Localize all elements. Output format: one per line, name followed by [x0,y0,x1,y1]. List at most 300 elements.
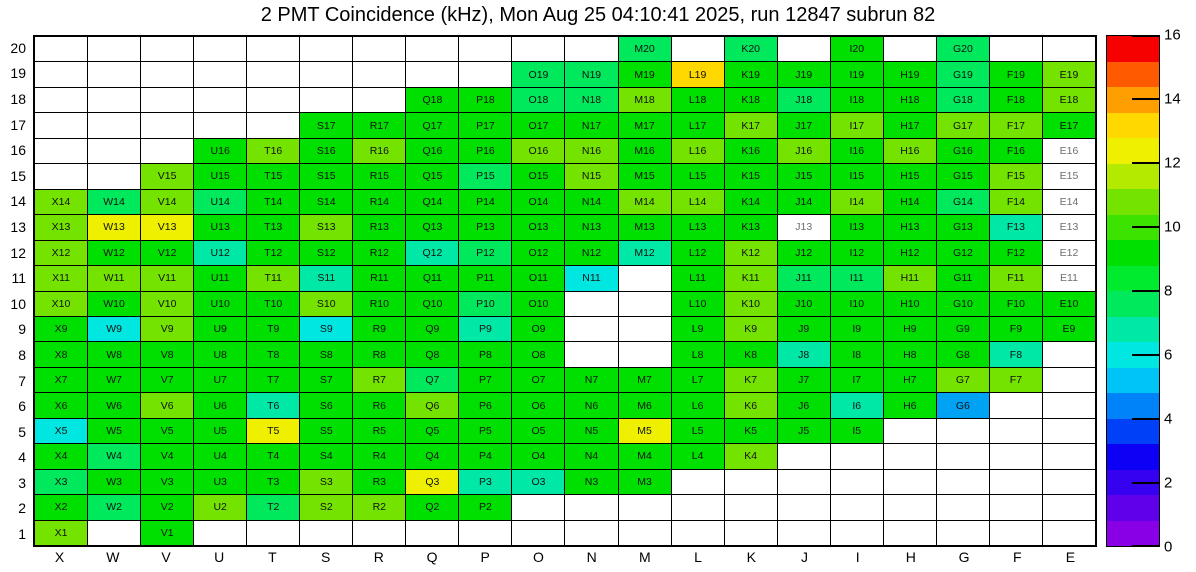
grid-cell: V3 [141,470,193,494]
grid-cell: X5 [35,419,87,443]
grid-cell: V1 [141,521,193,545]
colorbar-band [1107,215,1159,241]
grid-cell: N14 [565,190,617,214]
grid-cell: H10 [884,292,936,316]
grid-cell-empty [247,88,299,112]
grid-cell: H11 [884,266,936,290]
grid-cell: G20 [937,37,989,61]
x-axis-label: J [800,549,808,565]
grid-cell: Q3 [406,470,458,494]
grid-cell: K12 [725,241,777,265]
grid-cell-empty [247,62,299,86]
grid-cell-empty [353,88,405,112]
grid-cell: H9 [884,317,936,341]
grid-cell-empty [619,495,671,519]
grid-cell: O10 [512,292,564,316]
grid-cell: P10 [459,292,511,316]
grid-cell: P9 [459,317,511,341]
grid-cell: I18 [831,88,883,112]
grid-cell: N19 [565,62,617,86]
grid-cell: G16 [937,139,989,163]
grid-cell: H14 [884,190,936,214]
grid-cell-empty [35,139,87,163]
y-axis-label: 16 [10,142,26,159]
grid-cell: O4 [512,444,564,468]
grid-cell: T10 [247,292,299,316]
grid-cell: J7 [778,368,830,392]
grid-cell-empty [1043,495,1095,519]
grid-cell: H17 [884,113,936,137]
grid-cell-empty [619,266,671,290]
grid-cell: R17 [353,113,405,137]
colorbar-tick-label: 6 [1164,346,1173,364]
grid-cell: S4 [300,444,352,468]
grid-cell: P6 [459,393,511,417]
y-axis-label: 12 [10,244,26,261]
grid-cell: K20 [725,37,777,61]
grid-cell-empty [990,419,1042,443]
grid-cell: X8 [35,342,87,366]
grid-cell-empty [247,37,299,61]
grid-cell: X11 [35,266,87,290]
grid-cell-empty [88,37,140,61]
grid-cell: O11 [512,266,564,290]
grid-cell: K16 [725,139,777,163]
grid-cell-empty [831,470,883,494]
grid-cell: K9 [725,317,777,341]
x-axis-label: R [373,549,384,565]
grid-cell-empty [194,88,246,112]
grid-cell: M6 [619,393,671,417]
grid-cell-empty [35,88,87,112]
grid-cell: S14 [300,190,352,214]
grid-cell: E11 [1043,266,1095,290]
grid-cell: G19 [937,62,989,86]
grid-cell: N17 [565,113,617,137]
y-axis-label: 17 [10,116,26,133]
grid-cell: T2 [247,495,299,519]
y-axis-label: 15 [10,167,26,184]
x-axis-label: E [1065,549,1076,565]
colorbar-tick-label: 12 [1164,154,1181,172]
grid-cell: I10 [831,292,883,316]
grid-cell: P11 [459,266,511,290]
grid-cell-empty [831,521,883,545]
grid-cell: I8 [831,342,883,366]
grid-cell: X3 [35,470,87,494]
y-axis-label: 10 [10,295,26,312]
grid-cell: H12 [884,241,936,265]
grid-cell: G6 [937,393,989,417]
grid-cell: K18 [725,88,777,112]
grid-cell: R8 [353,342,405,366]
grid-cell: T16 [247,139,299,163]
grid-cell: U4 [194,444,246,468]
grid-cell-empty [141,139,193,163]
grid-cell: T3 [247,470,299,494]
grid-cell-empty [672,37,724,61]
grid-cell: H13 [884,215,936,239]
colorbar-band [1107,495,1159,521]
grid-cell-empty [194,521,246,545]
grid-cell: X2 [35,495,87,519]
grid-cell-empty [512,37,564,61]
grid-cell: H8 [884,342,936,366]
grid-cell-empty [88,164,140,188]
grid-cell-empty [1043,419,1095,443]
y-axis-label: 8 [18,346,26,363]
y-axis-label: 7 [18,372,26,389]
grid-cell: L5 [672,419,724,443]
x-axis [33,549,1097,569]
colorbar-band [1107,393,1159,419]
grid-cell: U10 [194,292,246,316]
grid-cell-empty [990,393,1042,417]
grid-cell: E12 [1043,241,1095,265]
grid-cell-empty [300,521,352,545]
grid-cell: F8 [990,342,1042,366]
grid-cell-empty [725,521,777,545]
grid-cell: P2 [459,495,511,519]
grid-cell: U12 [194,241,246,265]
grid-cell: J12 [778,241,830,265]
grid-cell-empty [300,62,352,86]
grid-cell: I9 [831,317,883,341]
grid-cell: U9 [194,317,246,341]
x-axis-label: K [746,549,756,565]
grid-cell: K4 [725,444,777,468]
grid-cell: E13 [1043,215,1095,239]
grid-cell: N15 [565,164,617,188]
grid-cell: E16 [1043,139,1095,163]
grid-cell: X9 [35,317,87,341]
grid-cell-empty [778,470,830,494]
grid-cell-empty [565,37,617,61]
grid-cell: H18 [884,88,936,112]
grid-cell-empty [990,521,1042,545]
grid-cell: I15 [831,164,883,188]
grid-cell: Q7 [406,368,458,392]
grid-cell-empty [884,470,936,494]
grid-cell: U16 [194,139,246,163]
grid-cell: L14 [672,190,724,214]
grid-cell: K13 [725,215,777,239]
grid-cell: G17 [937,113,989,137]
grid-cell: M4 [619,444,671,468]
grid-cell: N18 [565,88,617,112]
grid-cell: W4 [88,444,140,468]
grid-cell-empty [1043,37,1095,61]
grid-cell: M19 [619,62,671,86]
grid-cell: O8 [512,342,564,366]
grid-cell: R6 [353,393,405,417]
grid-cell: X14 [35,190,87,214]
grid-cell: Q14 [406,190,458,214]
grid-cell: Q5 [406,419,458,443]
grid-cell: Q13 [406,215,458,239]
grid-cell: P15 [459,164,511,188]
grid-cell: F17 [990,113,1042,137]
grid-cell: F13 [990,215,1042,239]
grid-cell: Q2 [406,495,458,519]
grid-cell: K6 [725,393,777,417]
colorbar-band [1107,266,1159,292]
grid-cell: L12 [672,241,724,265]
grid-cell: K5 [725,419,777,443]
grid-cell: G7 [937,368,989,392]
grid-cell: N7 [565,368,617,392]
grid-cell: H16 [884,139,936,163]
grid-cell: I17 [831,113,883,137]
grid-cell-empty [990,470,1042,494]
grid-cell-empty [884,521,936,545]
grid-cell: J15 [778,164,830,188]
grid-cell-empty [672,470,724,494]
grid-cell: O14 [512,190,564,214]
x-axis-label: X [54,549,65,565]
grid-cell-empty [88,139,140,163]
grid-cell: N3 [565,470,617,494]
grid-cell: N13 [565,215,617,239]
grid-cell: F14 [990,190,1042,214]
grid-cell: S9 [300,317,352,341]
grid-cell-empty [300,88,352,112]
grid-cell: Q10 [406,292,458,316]
colorbar-tick-label: 10 [1164,218,1181,236]
grid-cell: P12 [459,241,511,265]
grid-cell: P8 [459,342,511,366]
grid-cell: V5 [141,419,193,443]
grid-cell: W11 [88,266,140,290]
plot-title: 2 PMT Coincidence (kHz), Mon Aug 25 04:10:41 2025, run 12847 subrun 82 [260,4,936,26]
grid-cell: T6 [247,393,299,417]
grid-cell: R14 [353,190,405,214]
grid-cell: M12 [619,241,671,265]
grid-cell: I16 [831,139,883,163]
grid-cell: F16 [990,139,1042,163]
grid-cell: E15 [1043,164,1095,188]
grid-cell: E14 [1043,190,1095,214]
grid-cell: V13 [141,215,193,239]
grid-cell: I20 [831,37,883,61]
grid-cell: W5 [88,419,140,443]
grid-cell: L10 [672,292,724,316]
grid-cell-empty [831,444,883,468]
colorbar-tick-label: 4 [1164,410,1173,428]
grid-cell: S6 [300,393,352,417]
colorbar-band [1107,87,1159,113]
grid-cell: V11 [141,266,193,290]
heatmap-grid [33,35,1097,547]
grid-cell: U11 [194,266,246,290]
colorbar-band [1107,164,1159,190]
grid-cell: J14 [778,190,830,214]
grid-cell: F7 [990,368,1042,392]
grid-cell: O5 [512,419,564,443]
grid-cell: F10 [990,292,1042,316]
x-axis-label: F [1012,549,1022,565]
grid-cell: K14 [725,190,777,214]
grid-cell-empty [565,521,617,545]
grid-cell: T11 [247,266,299,290]
grid-cell: G12 [937,241,989,265]
grid-cell: R10 [353,292,405,316]
y-axis-label: 14 [10,193,26,210]
grid-cell: F12 [990,241,1042,265]
grid-cell: I19 [831,62,883,86]
y-axis-label: 3 [18,474,26,491]
grid-cell: T4 [247,444,299,468]
grid-cell-empty [619,521,671,545]
colorbar-tick-label: 0 [1164,538,1173,556]
grid-cell: F15 [990,164,1042,188]
grid-cell: R3 [353,470,405,494]
grid-cell: E9 [1043,317,1095,341]
grid-cell-empty [406,62,458,86]
grid-cell: S13 [300,215,352,239]
grid-cell: Q6 [406,393,458,417]
colorbar-tick-label: 16 [1164,26,1181,44]
grid-cell: M20 [619,37,671,61]
grid-cell: J13 [778,215,830,239]
grid-cell-empty [990,37,1042,61]
x-axis-label: I [855,549,860,565]
grid-cell: M13 [619,215,671,239]
x-axis-label: G [958,549,970,565]
x-axis-label: P [480,549,490,565]
grid-cell-empty [778,521,830,545]
grid-cell: R16 [353,139,405,163]
grid-cell-empty [884,37,936,61]
grid-cell: V7 [141,368,193,392]
y-axis-label: 1 [18,526,26,543]
grid-cell: J9 [778,317,830,341]
x-axis-label: N [586,549,597,565]
grid-cell: W3 [88,470,140,494]
grid-cell-empty [1043,444,1095,468]
grid-cell: F11 [990,266,1042,290]
grid-cell: E18 [1043,88,1095,112]
grid-cell-empty [990,495,1042,519]
grid-cell: P5 [459,419,511,443]
x-axis-label: Q [426,549,438,565]
grid-cell: U5 [194,419,246,443]
colorbar [1106,35,1160,547]
grid-cell: J11 [778,266,830,290]
grid-cell: W14 [88,190,140,214]
grid-cell: I6 [831,393,883,417]
grid-cell: V4 [141,444,193,468]
grid-cell: W9 [88,317,140,341]
grid-cell: P14 [459,190,511,214]
grid-cell: T7 [247,368,299,392]
grid-cell: N4 [565,444,617,468]
grid-cell-empty [459,62,511,86]
grid-cell-empty [778,444,830,468]
grid-cell-empty [937,470,989,494]
grid-cell: J5 [778,419,830,443]
grid-cell: J18 [778,88,830,112]
grid-cell: L13 [672,215,724,239]
grid-cell: K11 [725,266,777,290]
grid-cell: R7 [353,368,405,392]
grid-cell: U7 [194,368,246,392]
grid-cell: W2 [88,495,140,519]
grid-cell: S12 [300,241,352,265]
colorbar-band [1107,521,1159,547]
grid-cell-empty [459,521,511,545]
grid-cell: O19 [512,62,564,86]
grid-cell-empty [565,317,617,341]
colorbar-band [1107,138,1159,164]
colorbar-band [1107,291,1159,317]
grid-cell: R5 [353,419,405,443]
grid-cell: K15 [725,164,777,188]
colorbar-band [1107,62,1159,88]
grid-cell: H19 [884,62,936,86]
grid-cell: V15 [141,164,193,188]
grid-cell-empty [35,62,87,86]
grid-cell-empty [141,62,193,86]
grid-cell: N5 [565,419,617,443]
grid-cell: N6 [565,393,617,417]
grid-cell: J8 [778,342,830,366]
grid-cell: G8 [937,342,989,366]
grid-cell-empty [1043,342,1095,366]
grid-cell: N12 [565,241,617,265]
grid-cell: Q16 [406,139,458,163]
grid-cell: S5 [300,419,352,443]
grid-cell: L6 [672,393,724,417]
grid-cell: S2 [300,495,352,519]
grid-cell-empty [831,495,883,519]
grid-cell-empty [884,419,936,443]
grid-cell: L16 [672,139,724,163]
grid-cell-empty [35,164,87,188]
y-axis-label: 5 [18,423,26,440]
grid-cell: S3 [300,470,352,494]
grid-cell-empty [778,495,830,519]
grid-cell: G15 [937,164,989,188]
grid-cell-empty [672,521,724,545]
y-axis-label: 4 [18,449,26,466]
grid-cell: G10 [937,292,989,316]
grid-cell: Q8 [406,342,458,366]
grid-cell: H7 [884,368,936,392]
grid-cell-empty [1043,521,1095,545]
grid-cell: T8 [247,342,299,366]
colorbar-band [1107,317,1159,343]
grid-cell-empty [884,495,936,519]
grid-cell: O18 [512,88,564,112]
grid-cell: L4 [672,444,724,468]
grid-cell: V14 [141,190,193,214]
grid-cell: R12 [353,241,405,265]
grid-cell: G14 [937,190,989,214]
grid-cell: M5 [619,419,671,443]
grid-cell-empty [141,88,193,112]
grid-cell: U8 [194,342,246,366]
grid-cell-empty [884,444,936,468]
grid-cell: V6 [141,393,193,417]
grid-cell-empty [247,113,299,137]
grid-cell-empty [565,292,617,316]
grid-cell: X13 [35,215,87,239]
grid-cell: Q4 [406,444,458,468]
grid-cell: G9 [937,317,989,341]
x-axis-label: T [268,549,277,565]
grid-cell-empty [937,521,989,545]
